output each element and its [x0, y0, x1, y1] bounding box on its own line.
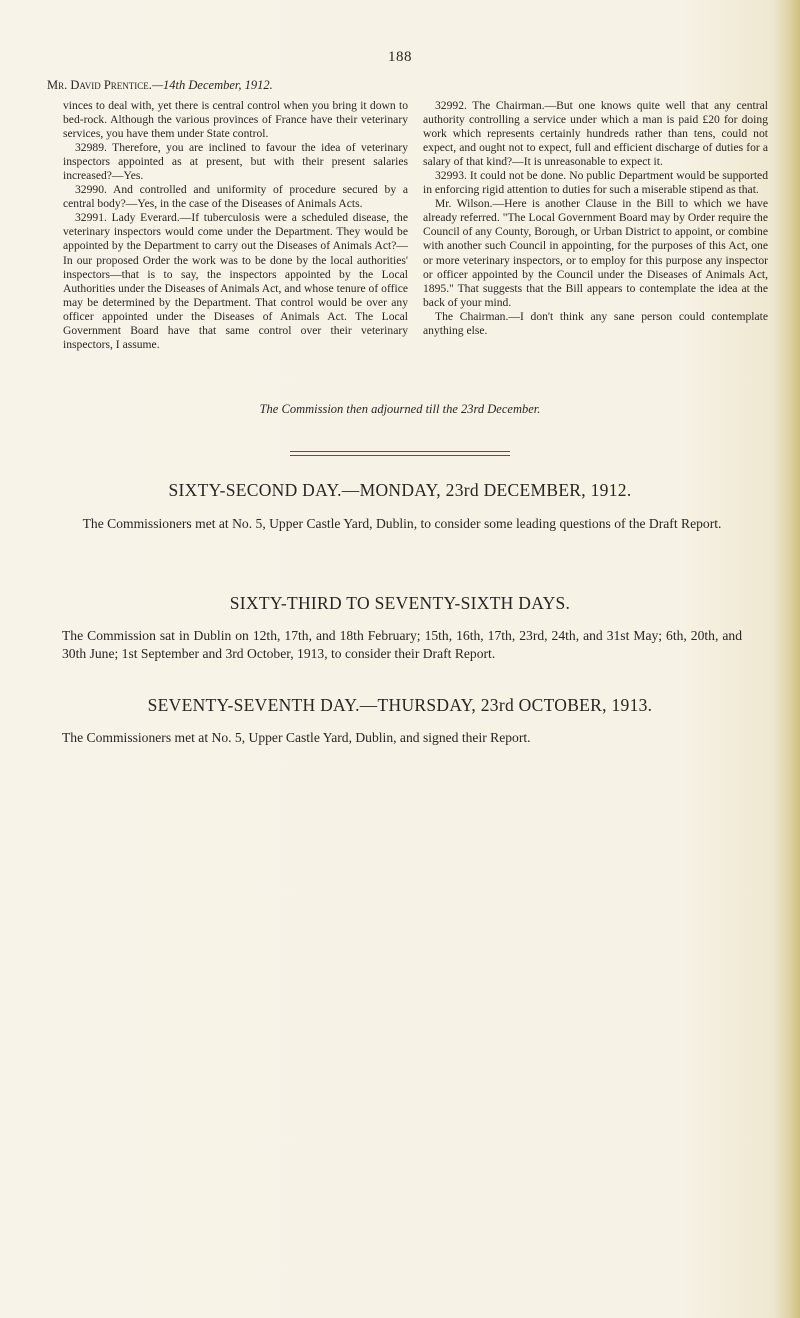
left-paragraph: 32991. Lady Everard.—If tuberculosis were a scheduled disease, the veterinary inspectors would come under the Department. They would be appointed by the Department to carry out the Diseases of Animals Act?—In our proposed Order the work was to be done by the local authorities' inspectors—that is to say, the inspectors appointed by the Local Authorities under the Diseases of Animals Act, and whose tenure of office may be determined by the Department. That control would be over any officer appointed under the Diseases of Animals Act. The Local Government Board have that same control over their veterinary inspectors, I assume. — [63, 211, 408, 351]
section-text: The Commissioners met at No. 5, Upper Castle Yard, Dublin, and signed their Report. — [62, 730, 531, 745]
left-paragraph: 32990. And controlled and uniformity of procedure secured by a central body?—Yes, in the case of the Diseases of Animals Acts. — [63, 183, 408, 211]
right-paragraph: The Chairman.—I don't think any sane person could contemplate anything else. — [423, 309, 768, 337]
right-paragraph: 32993. It could not be done. No public Department would be supported in enforcing rigid attention to duties for such a miserable stipend as that. — [423, 169, 768, 197]
left-paragraph: vinces to deal with, yet there is central control when you bring it down to bed-rock. Although the various provinces of France have their veterinary services, you have them under State control. — [63, 99, 408, 141]
section-text: The Commission sat in Dublin on 12th, 17th, and 18th February; 15th, 16th, 17th, 23rd, 24th, and 31st May; 6th, 20th, and 30th June; 1st September and 3rd October, 1913, to consider their Draft Report. — [62, 628, 742, 661]
section-heading: SIXTY-THIRD TO SEVENTY-SIXTH DAYS. — [229, 593, 571, 613]
right-paragraph: 32992. The Chairman.—But one knows quite well that any central authority controlling a service under which a man is paid £20 for doing work which represents certainly hundreds rather than tens, could not expect, and ought not to expect, full and efficient discharge of duties for a salary of that kind?—It is unreasonable to expect it. — [423, 99, 768, 169]
section-divider — [290, 455, 510, 456]
page-edge-shading — [774, 0, 800, 1318]
section-divider — [290, 451, 510, 452]
section-heading: SEVENTY-SEVENTH DAY.—THURSDAY, 23rd OCTOBER, 1913. — [147, 695, 653, 715]
running-head-date: —14th December, 1912. — [151, 78, 273, 92]
adjournment-note: The Commission then adjourned till the 23rd December. — [259, 402, 541, 416]
page-number: 188 — [388, 49, 412, 65]
section-text: The Commissioners met at No. 5, Upper Castle Yard, Dublin, to consider some leading questions of the Draft Report. — [82, 516, 722, 531]
right-column — [423, 99, 768, 338]
section-heading: SIXTY-SECOND DAY.—MONDAY, 23rd DECEMBER, 1912. — [168, 480, 632, 500]
left-column — [63, 99, 408, 352]
left-paragraph: 32989. Therefore, you are inclined to favour the idea of veterinary inspectors appointed as at present, but with their present salaries increased?—Yes. — [63, 141, 408, 183]
right-paragraph: Mr. Wilson.—Here is another Clause in the Bill to which we have already referred. "The Local Government Board may by Order require the Council of any County, Borough, or Urban District to appoint, or combine with another such Council in appointing, for the purposes of this Act, one or more veterinary inspectors, or to employ for this purpose any inspector or officer appointed by the Council under the Diseases of Animals Act, 1895." That suggests that the Bill appears to contemplate the idea at the back of your mind. — [423, 197, 768, 309]
running-head-name: Mr. David Prentice. — [47, 78, 152, 92]
running-head — [47, 78, 273, 93]
